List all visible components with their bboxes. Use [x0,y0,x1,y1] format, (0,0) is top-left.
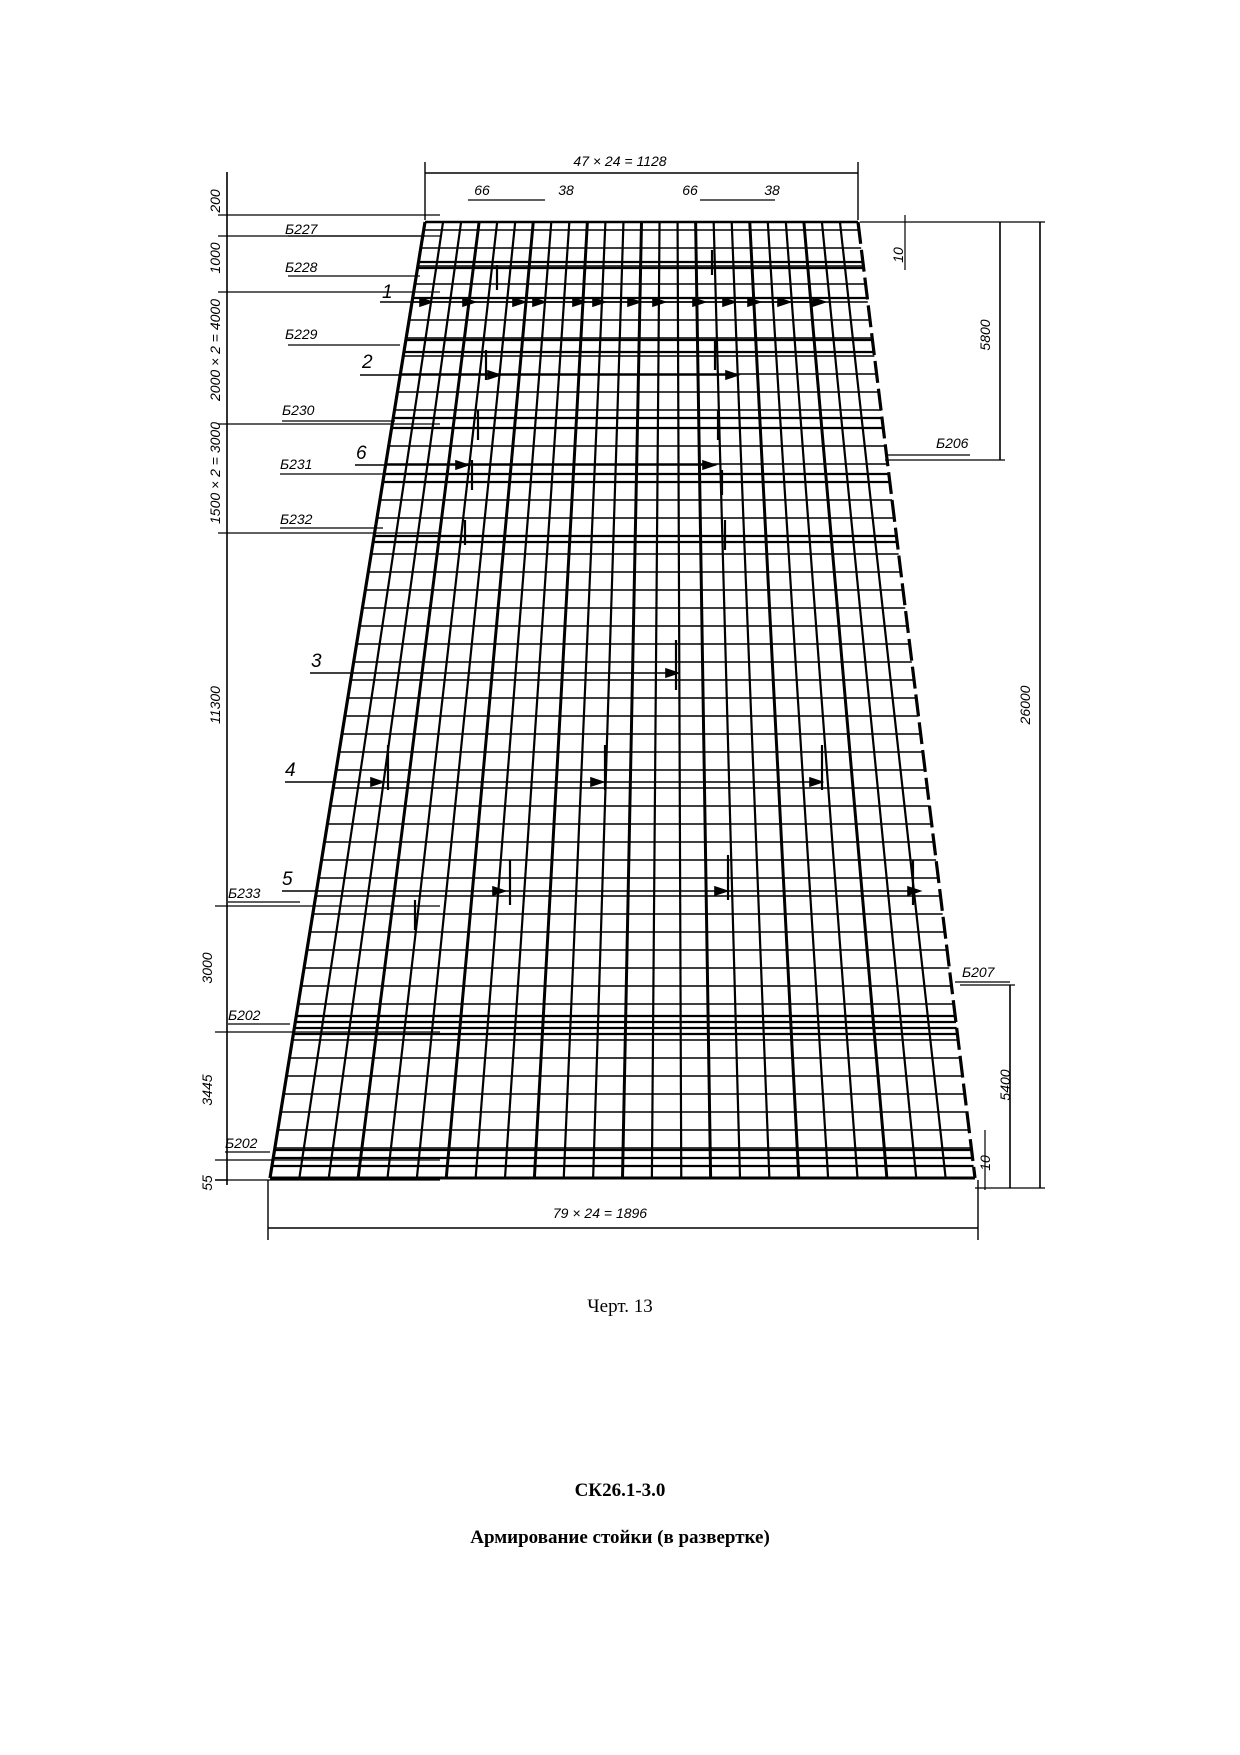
left-dimension-label: 1000 [207,242,223,274]
rebar-mark-label: Б207 [962,964,995,980]
position-number: 6 [356,443,367,464]
arrow-head [593,298,605,306]
rebar-mark-label: Б231 [280,456,313,472]
position-number: 3 [311,651,322,672]
bottom-dimension-label: 79 × 24 = 1896 [552,1205,648,1221]
top-spacing-label: 38 [764,182,780,198]
right-dimension-label: 10 [977,1155,993,1171]
document-code: СК26.1-3.0 [574,1480,666,1501]
arrow-head [726,371,738,379]
arrow-head [653,298,665,306]
left-dimension-label: 55 [199,1175,215,1191]
arrow-head [513,298,525,306]
rebar-mark-label: Б233 [228,885,261,901]
arrow-head [748,298,760,306]
rebar-grid [270,222,975,1178]
position-number: 5 [282,869,293,890]
top-dimension-label: 47 × 24 = 1128 [573,153,667,169]
dimension-lines [215,162,1045,1240]
arrow-head [908,887,920,895]
figure-caption: Черт. 13 [587,1296,653,1317]
arrow-head [723,298,735,306]
arrow-head [591,778,603,786]
arrow-head [810,778,822,786]
arrow-head [463,298,475,306]
right-dimension-label: 5800 [977,319,993,351]
arrow-head [493,887,505,895]
rebar-mark-label: Б232 [280,511,313,527]
rebar-mark-label: Б206 [936,435,969,451]
arrow-head [456,461,468,469]
left-dimension-label: 3000 [199,952,215,984]
top-spacing-label: 38 [558,182,574,198]
document-title: Армирование стойки (в развертке) [470,1527,770,1548]
rebar-mark-label: Б202 [228,1007,261,1023]
position-number: 2 [362,352,373,373]
rebar-mark-label: Б229 [285,326,318,342]
arrow-head [628,298,640,306]
arrow-head [693,298,705,306]
left-dimension-label: 3445 [199,1074,215,1106]
rebar-mark-label: Б230 [282,402,315,418]
rebar-mark-label: Б202 [225,1135,258,1151]
left-dimension-label: 11300 [207,686,223,724]
top-spacing-label: 66 [474,182,490,198]
arrow-head [715,887,727,895]
left-dimension-label: 1500 × 2 = 3000 [207,422,223,524]
arrow-head [703,461,715,469]
top-spacing-label: 66 [682,182,698,198]
left-dimension-label: 2000 × 2 = 4000 [207,299,223,401]
arrow-head [371,778,383,786]
rebar-mark-label: Б227 [285,221,318,237]
right-dimension-label: 26000 [1017,685,1033,725]
right-dimension-label: 10 [890,247,906,263]
arrow-head [778,298,790,306]
rebar-mark-label: Б228 [285,259,318,275]
position-number: 4 [285,760,296,781]
position-number: 1 [382,282,393,303]
arrow-head [813,298,825,306]
arrow-head [533,298,545,306]
right-dimension-label: 5400 [997,1069,1013,1101]
left-dimension-label: 200 [207,189,223,213]
